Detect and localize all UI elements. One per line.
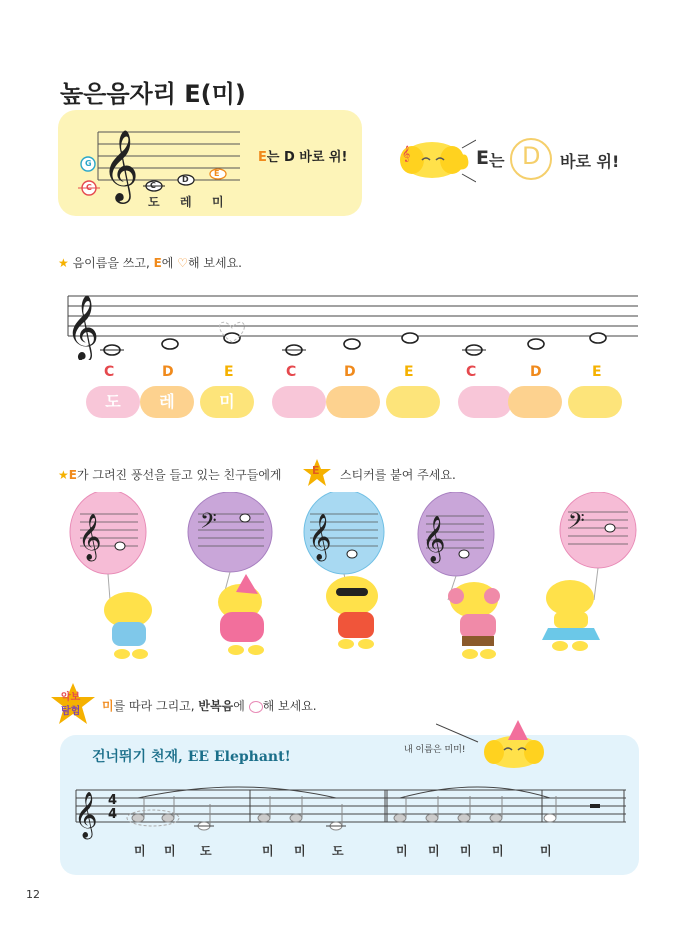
- song-note: [162, 814, 174, 822]
- intro-box-text: E는 D 바로 위!: [258, 150, 348, 165]
- badge-line2: 탐험: [61, 706, 81, 717]
- syllable-elephant-icon: [386, 386, 440, 418]
- elephant-3-icon: [326, 576, 378, 649]
- lyric-syllable: 미: [492, 844, 504, 858]
- elephant-5-icon: [542, 580, 600, 651]
- song-note: [258, 814, 270, 822]
- lyric-syllable: 도: [332, 844, 344, 858]
- treble-clef-icon: 𝄞: [66, 295, 100, 360]
- lyric-syllable: 도: [200, 844, 212, 858]
- lyric-syllable: 미: [540, 844, 552, 858]
- balloon-row: [60, 492, 650, 662]
- syllable-elephant-icon: [326, 386, 380, 418]
- song-title: 건너뛰기 천재, EE Elephant!: [92, 749, 291, 765]
- section2-instruction: ★E가 그려진 풍선을 들고 있는 친구들에게: [58, 468, 282, 482]
- staff-note: [162, 339, 178, 349]
- staff-note: [590, 333, 606, 343]
- svg-text:𝄞: 𝄞: [308, 514, 332, 560]
- note-letter: E: [224, 364, 234, 380]
- staff-note: [402, 333, 418, 343]
- syllable-elephant-icon: 미: [200, 386, 254, 418]
- page-number: 12: [26, 888, 40, 901]
- time-sig-top: 4: [108, 793, 118, 808]
- note-letter: E: [404, 364, 414, 380]
- note-letter: D: [530, 364, 542, 380]
- note-letter: C: [466, 364, 477, 380]
- staff-note: [344, 339, 360, 349]
- note-letter: C: [104, 364, 115, 380]
- callout-d: D: [522, 142, 541, 170]
- note-letter: C: [286, 364, 297, 380]
- heart-icon: ♡: [177, 256, 188, 270]
- song-notes: [127, 796, 556, 830]
- side-label-g: G: [85, 159, 92, 168]
- song-note: [132, 814, 144, 822]
- lyric-syllable: 미: [294, 844, 306, 858]
- treble-clef-icon: 𝄞: [102, 128, 139, 201]
- note-letter: E: [592, 364, 602, 380]
- section1-staff: [60, 280, 640, 360]
- song-note: [490, 814, 502, 822]
- song-staff: [60, 770, 640, 840]
- syllable-elephant-icon: 레: [140, 386, 194, 418]
- song-note: [458, 814, 470, 822]
- staff-note-e: E: [214, 169, 220, 178]
- section3-instruction: 미를 따라 그리고, 반복음에 해 보세요.: [102, 699, 317, 713]
- callout-rest: 바로 위!: [560, 152, 620, 171]
- svg-text:𝄞: 𝄞: [402, 146, 411, 162]
- staff-note-c: C: [150, 181, 156, 190]
- section1-notes: [100, 322, 606, 355]
- lyric-syllable: 미: [428, 844, 440, 858]
- svg-text:𝄞: 𝄞: [78, 514, 102, 560]
- balloon-2: [188, 492, 272, 602]
- svg-text:𝄢: 𝄢: [200, 509, 217, 539]
- song-note: [426, 814, 438, 822]
- section2-instruction-end: 스티커를 붙여 주세요.: [340, 468, 456, 482]
- lyric-syllable: 미: [134, 844, 146, 858]
- syllable-elephant-icon: [568, 386, 622, 418]
- song-note: [544, 814, 556, 822]
- syllable-elephant-icon: [458, 386, 512, 418]
- lyric-syllable: 미: [262, 844, 274, 858]
- note-letter: D: [344, 364, 356, 380]
- star-icon: ★: [58, 468, 69, 482]
- lyric-syllable: 미: [396, 844, 408, 858]
- sticker-letter: E: [312, 464, 320, 477]
- syllable-elephant-icon: [272, 386, 326, 418]
- section1-instruction: ★ 음이름을 쓰고, E에 ♡해 보세요.: [58, 256, 242, 270]
- intro-syllable-do: 도: [148, 195, 160, 209]
- balloon-1: [70, 492, 146, 600]
- treble-clef-icon: 𝄞: [74, 792, 98, 838]
- time-sig-bottom: 4: [108, 807, 118, 822]
- side-label-c: C: [86, 183, 92, 192]
- callout-particle: 는: [489, 151, 505, 170]
- elephant-2-icon: [218, 574, 264, 655]
- speech-bubble-text: 내 이름은 미미!: [404, 745, 466, 755]
- svg-text:𝄞: 𝄞: [422, 516, 446, 562]
- staff-note-d: D: [182, 175, 189, 184]
- party-elephant-icon: [436, 716, 546, 776]
- badge-line1: 악보: [61, 692, 81, 703]
- syllable-elephant-icon: 도: [86, 386, 140, 418]
- lyric-syllable: 미: [460, 844, 472, 858]
- elephant-head-icon: [396, 130, 476, 190]
- song-note: [394, 814, 406, 822]
- elephant-4-icon: [448, 582, 500, 659]
- intro-syllable-mi: 미: [212, 195, 224, 209]
- intro-syllable-re: 레: [180, 195, 192, 209]
- star-icon: ★: [58, 256, 69, 270]
- lyric-syllable: 미: [164, 844, 176, 858]
- oval-icon: [249, 701, 263, 713]
- syllable-elephant-icon: [508, 386, 562, 418]
- song-note: [290, 814, 302, 822]
- page-title: 높은음자리 E(미): [60, 80, 246, 108]
- elephant-1-icon: [104, 592, 152, 659]
- note-letter: D: [162, 364, 174, 380]
- svg-text:𝄢: 𝄢: [568, 509, 585, 539]
- callout-e: E: [476, 147, 489, 169]
- staff-note: [528, 339, 544, 349]
